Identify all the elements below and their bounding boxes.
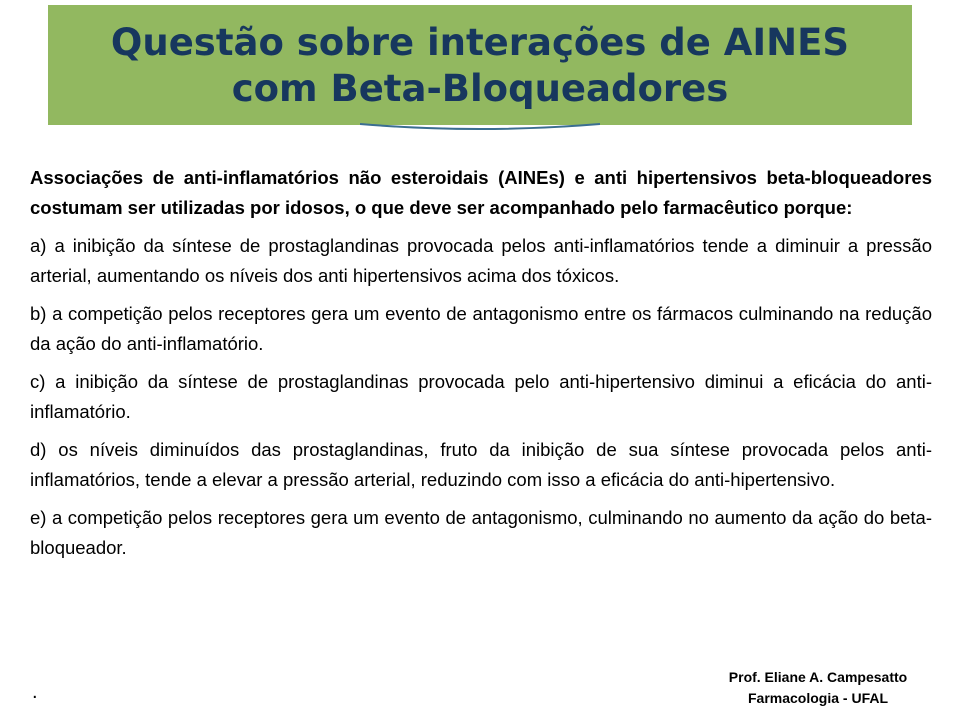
credit-course: Farmacologia - UFAL: [747, 690, 889, 706]
option-d: d) os níveis diminuídos das prostaglandinas, fruto da inibição de sua síntese provocada pelos anti-inflamatórios, tende a elevar a pressão arterial, reduzindo com isso a eficácia do anti-hipertensivo.: [30, 439, 932, 490]
title-decorative-arc: [360, 120, 600, 134]
slide-title-line-1: Questão sobre interações de AINES: [110, 21, 850, 64]
option-b: b) a competição pelos receptores gera um evento de antagonismo entre os fármacos culminando na redução da ação do anti-inflamatório.: [30, 303, 932, 354]
question-body: [30, 163, 932, 571]
option-a: a) a inibição da síntese de prostaglandinas provocada pelos anti-inflamatórios tende a diminuir a pressão arterial, aumentando os níveis dos anti hipertensivos acima dos tóxicos.: [30, 235, 932, 286]
author-credit: [700, 667, 936, 709]
title-banner: [48, 5, 912, 125]
option-e: e) a competição pelos receptores gera um evento de antagonismo, culminando no aumento da ação do beta-bloqueador.: [30, 507, 932, 558]
trailing-dot: .: [32, 681, 38, 703]
credit-author: Prof. Eliane A. Campesatto: [728, 669, 908, 685]
slide-title: [111, 18, 849, 112]
slide-title-line-2: com Beta-Bloqueadores: [231, 67, 729, 110]
option-c: c) a inibição da síntese de prostaglandinas provocada pelo anti-hipertensivo diminui a eficácia do anti-inflamatório.: [30, 371, 932, 422]
question-text: Associações de anti-inflamatórios não esteroidais (AINEs) e anti hipertensivos beta-bloqueadores costumam ser utilizadas por idosos, o que deve ser acompanhado pelo farmacêutico porque:: [30, 167, 932, 218]
